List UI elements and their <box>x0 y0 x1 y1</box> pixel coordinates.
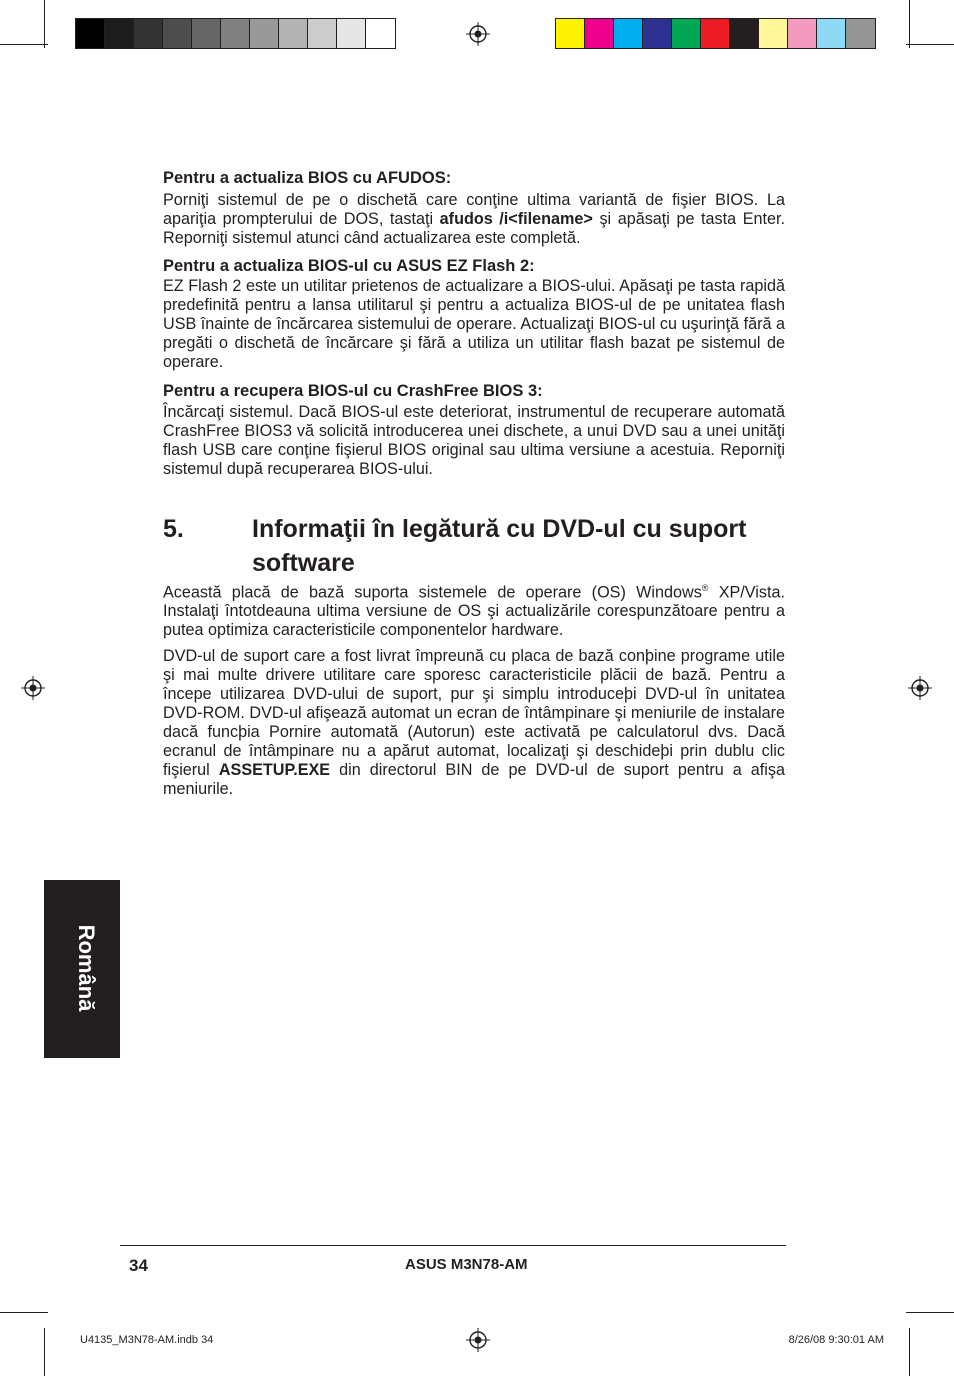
afudos-command: afudos /i<filename> <box>439 210 593 228</box>
section-number: 5. <box>163 515 184 543</box>
footer-rule <box>120 1245 786 1246</box>
crop-mark <box>906 44 954 45</box>
crashfree-paragraph: Încărcaţi sistemul. Dacă BIOS-ul este deteriorat, instrumentul de recuperare automată CrashFree BIOS3 vă solicită introducerea unei dischete, a unui DVD sau a unei unităţi flash USB care conţine fişierul BIOS original sau ultima versiune a acestuia. Reporniţi sistemul după recuperarea BIOS-ului. <box>163 403 785 478</box>
color-swatch-9 <box>788 19 817 48</box>
section-5-title <box>163 512 803 582</box>
dvd-text-continued: din directorul BIN de pe DVD-ul de suport pentru a afişa meniurile. <box>163 761 785 798</box>
color-swatch-8 <box>759 19 788 48</box>
gray-swatch-11 <box>366 19 395 48</box>
color-swatch-6 <box>701 19 730 48</box>
afudos-heading: Pentru a actualiza BIOS cu AFUDOS: <box>163 169 452 187</box>
language-label: Română <box>74 924 99 1012</box>
color-swatch-5 <box>672 19 701 48</box>
gray-swatch-5 <box>192 19 221 48</box>
color-swatch-7 <box>730 19 759 48</box>
color-swatch-3 <box>614 19 643 48</box>
ezflash-paragraph: EZ Flash 2 este un utilitar prietenos de actualizare a BIOS-ului. Apăsaţi pe tasta rapidă predefinită pentru a lansa utilitarul şi pentru a actualiza BIOS-ul de pe unitatea flash USB înainte de încărcarea sistemului de operare. Actualizaţi BIOS-ul cu uşurinţă fără a pregăti o dischetă de încărcare şi fără a utiliza un utilitar flash bazat pe sistemul de operare. <box>163 277 785 371</box>
color-swatch-1 <box>556 19 585 48</box>
grayscale-color-bar <box>75 18 396 49</box>
gray-swatch-7 <box>250 19 279 48</box>
crop-mark <box>44 1328 45 1376</box>
crop-mark <box>0 44 48 45</box>
dvd-paragraph <box>163 647 785 799</box>
file-slug: U4135_M3N78-AM.indb 34 <box>80 1334 214 1346</box>
section-title-line-2: software <box>252 549 355 577</box>
gray-swatch-8 <box>279 19 308 48</box>
crop-mark <box>909 1328 910 1376</box>
color-swatch-10 <box>817 19 846 48</box>
process-color-bar <box>555 18 876 49</box>
date-slug: 8/26/08 9:30:01 AM <box>788 1334 884 1346</box>
gray-swatch-2 <box>105 19 134 48</box>
ezflash-heading: Pentru a actualiza BIOS-ul cu ASUS EZ Flash 2: <box>163 257 535 275</box>
afudos-paragraph <box>163 191 785 248</box>
crop-mark <box>44 0 45 48</box>
registration-mark-icon <box>466 1328 490 1352</box>
gray-swatch-10 <box>337 19 366 48</box>
gray-swatch-6 <box>221 19 250 48</box>
page-number: 34 <box>129 1256 148 1275</box>
dvd-text: DVD-ul de suport care a fost livrat împreună cu placa de bază conþine programe utile şi mai multe drivere utilitare care sporesc caracteristicile plăcii de bază. Pentru a începe utilizarea DVD-ului de suport, pur şi simplu introduceþi DVD-ul în unitatea DVD-ROM. DVD-ul afişează automat un ecran de întâmpinare şi meniurile de instalare dacă funcþia Pornire automată (Autorun) este activată pe calculatorul dvs. Dacă ecranul de întâmpinare nu a apărut automat, localizaţi şi deschideþi prin dublu clic fişierul <box>163 647 785 779</box>
os-support-text-continued: XP/Vista. Instalaţi întotdeauna ultima versiune de OS şi actualizările corespunzătoare pentru a putea optimiza caracteristicile componentelor hardware. <box>163 583 785 640</box>
product-name: ASUS M3N78-AM <box>405 1256 528 1273</box>
gray-swatch-4 <box>163 19 192 48</box>
registration-mark-icon <box>466 22 490 46</box>
gray-swatch-9 <box>308 19 337 48</box>
gray-swatch-1 <box>76 19 105 48</box>
crashfree-heading: Pentru a recupera BIOS-ul cu CrashFree BIOS 3: <box>163 382 543 400</box>
color-swatch-2 <box>585 19 614 48</box>
afudos-text-continued: şi apăsaţi pe tasta Enter. Reporniţi sistemul atunci când actualizarea este completă. <box>163 210 785 247</box>
registration-mark-icon <box>21 676 45 700</box>
gray-swatch-3 <box>134 19 163 48</box>
color-swatch-4 <box>643 19 672 48</box>
crop-mark <box>0 1312 48 1313</box>
registered-mark: ® <box>701 583 709 593</box>
section-title-line-1: Informaţii în legătură cu DVD-ul cu suport <box>252 515 747 543</box>
color-swatch-11 <box>846 19 875 48</box>
os-support-paragraph <box>163 579 785 640</box>
crop-mark <box>909 0 910 48</box>
crop-mark <box>906 1312 954 1313</box>
os-support-text: Această placă de bază suporta sistemele de operare (OS) Windows <box>163 583 702 602</box>
afudos-text: Porniţi sistemul de pe o dischetă care conţine ultima variantă de fişier BIOS. La apariţia prompterului de DOS, tastaţi <box>163 191 785 228</box>
assetup-filename: ASSETUP.EXE <box>218 761 331 779</box>
registration-mark-icon <box>908 676 932 700</box>
